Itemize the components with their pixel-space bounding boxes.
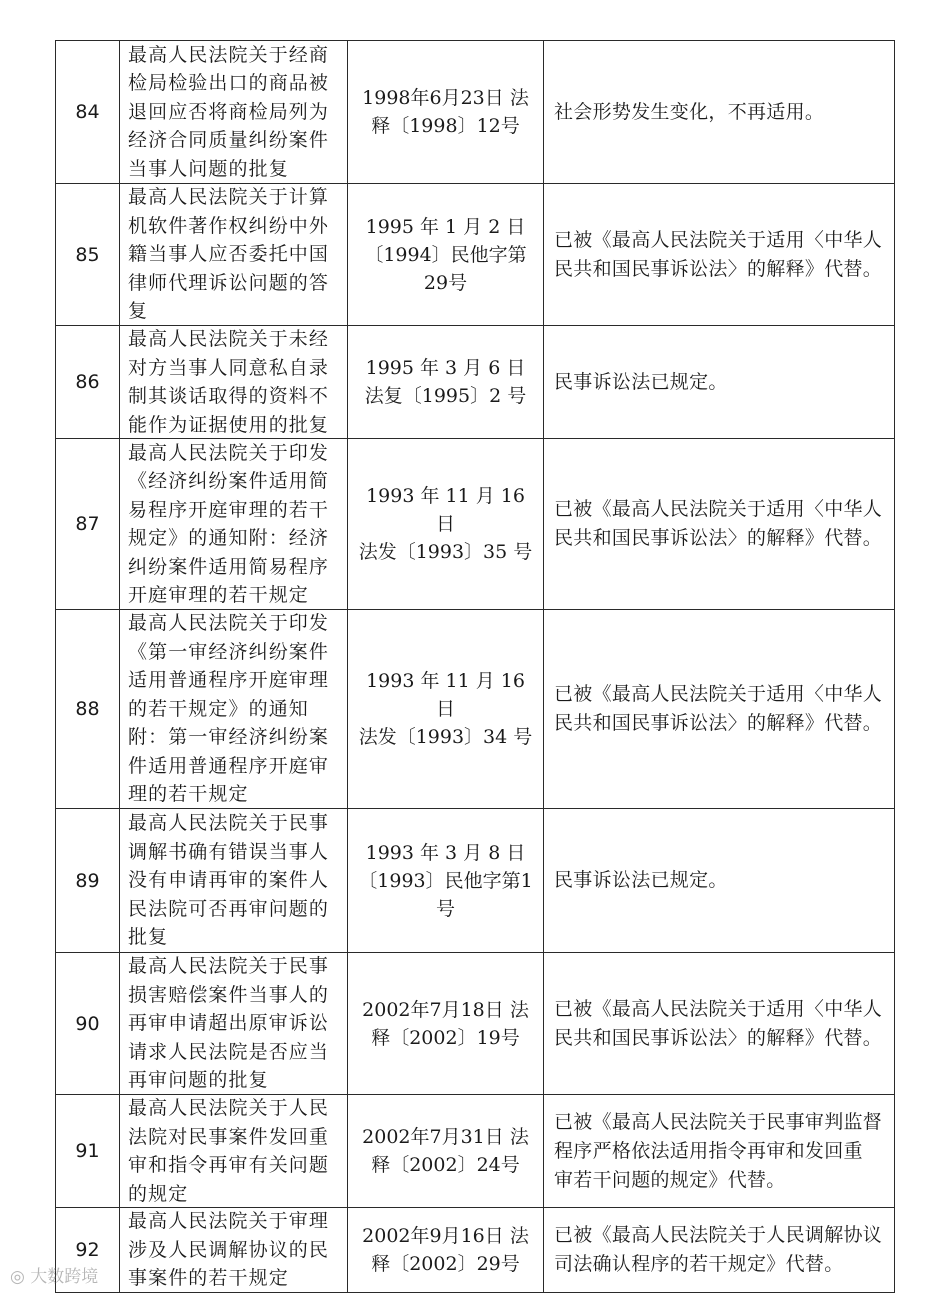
issue-date-and-number: 1993 年 3 月 8 日 〔1993〕民他字第1号 [347,809,543,952]
document-title: 最高人民法院关于计算 机软件著作权纠纷中外 籍当事人应否委托中国 律师代理诉讼问题的答 复 [119,184,347,325]
reason-note: 已被《最高人民法院关于人民调解协议 司法确认程序的若干规定》代替。 [543,1208,895,1292]
issue-date-and-number: 2002年9月16日 法 释〔2002〕29号 [347,1208,543,1292]
issue-date-and-number: 1993 年 11 月 16 日 法发〔1993〕35 号 [347,439,543,609]
row-number: 84 [55,41,119,183]
reason-note: 已被《最高人民法院关于适用〈中华人 民共和国民事诉讼法〉的解释》代替。 [543,953,895,1094]
issue-date-and-number: 2002年7月18日 法 释〔2002〕19号 [347,953,543,1094]
document-title: 最高人民法院关于人民 法院对民事案件发回重 审和指令再审有关问题 的规定 [119,1095,347,1207]
reason-note: 已被《最高人民法院关于适用〈中华人 民共和国民事诉讼法〉的解释》代替。 [543,610,895,808]
row-number: 92 [55,1208,119,1292]
row-number: 90 [55,953,119,1094]
table-row [55,325,895,438]
reason-note: 民事诉讼法已规定。 [543,809,895,952]
document-title: 最高人民法院关于印发 《第一审经济纠纷案件 适用普通程序开庭审理 的若干规定》的通知 附：第一审经济纠纷案 件适用普通程序开庭审 理的若干规定 [119,610,347,808]
reason-note: 民事诉讼法已规定。 [543,326,895,438]
row-number: 88 [55,610,119,808]
reason-note: 已被《最高人民法院关于民事审判监督 程序严格依法适用指令再审和发回重 审若干问题的规定》代替。 [543,1095,895,1207]
watermark [10,1262,98,1287]
table-row [55,609,895,808]
document-title: 最高人民法院关于经商 检局检验出口的商品被 退回应否将商检局列为 经济合同质量纠纷案件 当事人问题的批复 [119,41,347,183]
table-row [55,183,895,325]
watermark-text: 大数跨境 [30,1267,99,1287]
document-title: 最高人民法院关于民事 损害赔偿案件当事人的 再审申请超出原审诉讼 请求人民法院是否应当 再审问题的批复 [119,953,347,1094]
table-row [55,1094,895,1207]
reason-note: 已被《最高人民法院关于适用〈中华人 民共和国民事诉讼法〉的解释》代替。 [543,184,895,325]
issue-date-and-number: 1993 年 11 月 16 日 法发〔1993〕34 号 [347,610,543,808]
document-title: 最高人民法院关于未经 对方当事人同意私自录 制其谈话取得的资料不 能作为证据使用的批复 [119,326,347,438]
issue-date-and-number: 1998年6月23日 法 释〔1998〕12号 [347,41,543,183]
row-number: 91 [55,1095,119,1207]
table-row [55,808,895,952]
row-number: 89 [55,809,119,952]
document-title: 最高人民法院关于印发 《经济纠纷案件适用简 易程序开庭审理的若干 规定》的通知附：经济 纠纷案件适用简易程序 开庭审理的若干规定 [119,439,347,609]
issue-date-and-number: 1995 年 1 月 2 日 〔1994〕民他字第29号 [347,184,543,325]
table-row [55,40,895,183]
row-number: 87 [55,439,119,609]
row-number: 85 [55,184,119,325]
issue-date-and-number: 1995 年 3 月 6 日 法复〔1995〕2 号 [347,326,543,438]
issue-date-and-number: 2002年7月31日 法 释〔2002〕24号 [347,1095,543,1207]
watermark-logo-icon: ◎ [10,1267,25,1287]
table-row [55,1207,895,1293]
row-number: 86 [55,326,119,438]
document-title: 最高人民法院关于审理 涉及人民调解协议的民 事案件的若干规定 [119,1208,347,1292]
reason-note: 已被《最高人民法院关于适用〈中华人 民共和国民事诉讼法〉的解释》代替。 [543,439,895,609]
table-row [55,952,895,1094]
reason-note: 社会形势发生变化，不再适用。 [543,41,895,183]
document-title: 最高人民法院关于民事 调解书确有错误当事人 没有申请再审的案件人 民法院可否再审问题的 批复 [119,809,347,952]
table-row [55,438,895,609]
